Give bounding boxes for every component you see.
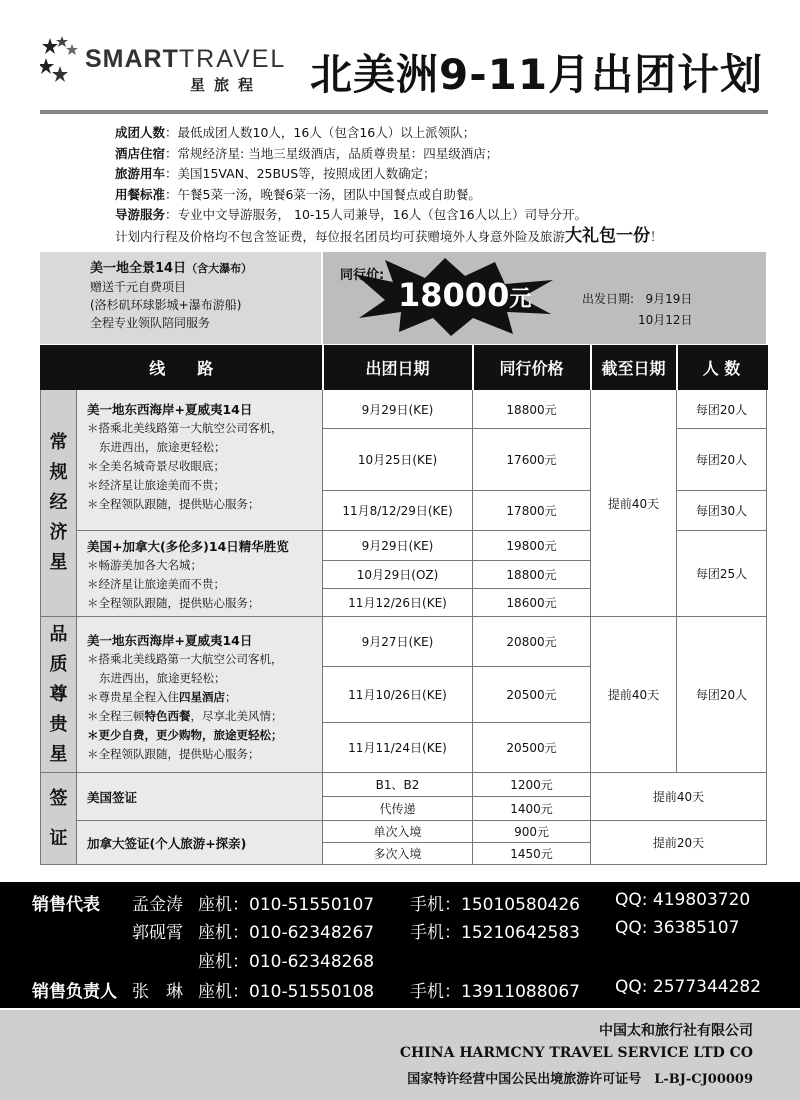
route-cell (77, 390, 323, 531)
pax-cell: 每团25人 (677, 531, 767, 617)
date-cell: 11月11/24日(KE) (323, 723, 473, 773)
promo-details (40, 252, 323, 344)
contact-mobile: 手机：15010580426 (410, 895, 580, 915)
pax-cell: 每团30人 (677, 491, 767, 531)
info-line: 导游服务：专业中文导游服务， 10-15人司兼导，16人（包含16人以上）司导分开。 (115, 207, 588, 222)
promo-title: 美一地全景14日（含大瀑布） (90, 261, 253, 276)
page-title: 北美洲9-11月出团计划 (310, 50, 764, 99)
category-economy (41, 390, 77, 617)
table-row (41, 390, 767, 429)
header (0, 0, 800, 118)
category-label: 常 规 经 济 星 (49, 432, 68, 573)
visa-canada: 加拿大签证(个人旅游+探亲) (77, 821, 323, 865)
visa-us: 美国签证 (77, 773, 323, 821)
schedule-table (40, 345, 766, 865)
deadline-cell: 提前40天 (591, 617, 677, 773)
category-label: 证 (49, 827, 68, 849)
route-feature: ＊经济星让旅途美而不贵； (87, 478, 225, 492)
visa-type-cell: 多次入境 (323, 843, 473, 865)
visa-type-cell: 单次入境 (323, 821, 473, 843)
route-feature: ＊尊贵星全程入住四星酒店； (87, 690, 237, 704)
price-cell: 18800元 (473, 390, 591, 429)
deadline-cell: 提前20天 (591, 821, 767, 865)
price-cell: 19800元 (473, 531, 591, 561)
contact-qq: QQ: 36385107 (615, 918, 740, 938)
promo-price-label: 同行价: (340, 268, 385, 283)
contact-phone: 座机：010-51550107 (198, 895, 375, 915)
route-title: 美一地东西海岸+夏威夷14日 (87, 633, 253, 648)
contact-mobile: 手机：15210642583 (410, 923, 580, 943)
route-title: 美国+加拿大(多伦多)14日精华胜览 (87, 539, 289, 554)
category-visa (41, 773, 77, 865)
deadline-cell: 提前40天 (591, 390, 677, 617)
table-row (41, 773, 767, 797)
price-cell: 900元 (473, 821, 591, 843)
route-feature: 东进西出，旅途更轻松； (99, 440, 226, 454)
info-line: 成团人数：最低成团人数10人，16人（包含16人）以上派领队； (115, 125, 476, 140)
promo-departure: 出发日期: 9月19日 (582, 292, 693, 306)
date-cell: 10月25日(KE) (323, 429, 473, 491)
deadline-cell: 提前40天 (591, 773, 767, 821)
sales-contacts (0, 882, 800, 1008)
category-label: 签 (49, 787, 68, 809)
route-feature: ＊畅游美加各大名城； (87, 558, 202, 572)
col-price: 同行价格 (473, 346, 591, 390)
sales-label: 销售代表 (32, 895, 100, 915)
pax-cell: 每团20人 (677, 390, 767, 429)
date-cell: 9月27日(KE) (323, 617, 473, 667)
promo-line: (洛杉矶环球影城+瀑布游船) (90, 298, 242, 312)
contact-phone: 座机：010-51550108 (198, 982, 375, 1002)
contact-row (0, 918, 800, 946)
info-note: 计划内行程及价格均不包含签证费，每位报名团员均可获赠境外人身意外险及旅游大礼包一份！ (115, 225, 663, 246)
col-pax: 人 数 (677, 346, 767, 390)
route-feature: ＊经济星让旅途美而不贵； (87, 577, 225, 591)
price-cell: 20800元 (473, 617, 591, 667)
pax-cell: 每团20人 (677, 617, 767, 773)
promo-line: 赠送千元自费项目 (90, 280, 187, 294)
logo-text-en: SMARTTRAVEL (85, 45, 287, 73)
pax-cell: 每团20人 (677, 429, 767, 491)
col-route: 线 路 (41, 346, 323, 390)
price-cell: 1450元 (473, 843, 591, 865)
contact-name: 郭砚霄 (132, 923, 183, 943)
contact-mobile: 手机：13911088067 (410, 982, 580, 1002)
date-cell: 11月8/12/29日(KE) (323, 491, 473, 531)
table-row (41, 821, 767, 843)
visa-type-cell: B1、B2 (323, 773, 473, 797)
price-cell: 20500元 (473, 667, 591, 723)
table-header (41, 346, 767, 390)
price-cell: 1200元 (473, 773, 591, 797)
route-feature: ＊全程领队跟随，提供贴心服务； (87, 596, 260, 610)
category-premium (41, 617, 77, 773)
table-row (41, 617, 767, 667)
price-cell: 20500元 (473, 723, 591, 773)
info-block (115, 123, 795, 247)
contact-qq: QQ: 419803720 (615, 890, 751, 910)
star-logo-icon (40, 36, 90, 86)
info-line: 用餐标准：午餐5菜一汤，晚餐6菜一汤，团队中国餐点或自助餐。 (115, 186, 481, 202)
col-deadline: 截至日期 (591, 346, 677, 390)
promo-line: 全程专业领队陪同服务 (90, 316, 211, 330)
route-feature: ＊搭乘北美线路第一大航空公司客机， (87, 652, 283, 666)
promo-departure-2: 10月12日 (638, 313, 693, 327)
contact-name: 张 琳 (132, 982, 183, 1002)
info-line: 旅游用车：美国15VAN、25BUS等，按照成团人数确定； (115, 166, 436, 181)
sales-label: 销售负责人 (32, 982, 117, 1002)
date-cell: 9月29日(KE) (323, 531, 473, 561)
date-cell: 11月12/26日(KE) (323, 589, 473, 617)
route-feature: ＊全程领队跟随，提供贴心服务； (87, 747, 260, 761)
category-label: 品 质 尊 贵 星 (49, 623, 68, 765)
price-cell: 18800元 (473, 561, 591, 589)
route-feature: ＊全美名城奇景尽收眼底； (87, 459, 225, 473)
price-cell: 17600元 (473, 429, 591, 491)
info-line: 酒店住宿：常规经济星: 当地三星级酒店，品质尊贵星：四星级酒店； (115, 145, 499, 161)
contact-row (0, 890, 800, 918)
contact-name: 孟金涛 (132, 895, 183, 915)
license-number: 国家特许经营中国公民出境旅游许可证号 L-BJ-CJ00009 (407, 1072, 753, 1087)
contact-row (0, 947, 800, 975)
route-cell (77, 531, 323, 617)
company-name-en: CHINA HARMCNY TRAVEL SERVICE LTD CO (399, 1045, 753, 1061)
date-cell: 9月29日(KE) (323, 390, 473, 429)
route-feature: ＊全程领队跟随，提供贴心服务； (87, 497, 260, 511)
date-cell: 11月10/26日(KE) (323, 667, 473, 723)
company-footer (0, 1010, 800, 1100)
contact-phone: 座机：010-62348268 (198, 952, 375, 972)
route-feature: ＊全程三顿特色西餐，尽享北美风情； (87, 709, 283, 723)
logo-text-cn: 星旅程 (190, 76, 263, 94)
route-feature: ＊搭乘北美线路第一大航空公司客机， (87, 421, 283, 435)
header-divider (40, 110, 768, 114)
price-cell: 1400元 (473, 797, 591, 821)
contact-phone: 座机：010-62348267 (198, 923, 375, 943)
contact-qq: QQ: 2577344282 (615, 977, 762, 997)
contact-row (0, 977, 800, 1005)
route-title: 美一地东西海岸+夏威夷14日 (87, 402, 253, 417)
date-cell: 10月29日(OZ) (323, 561, 473, 589)
route-feature: ＊更少自费，更少购物，旅途更轻松； (87, 728, 283, 742)
route-feature: 东进西出，旅途更轻松； (99, 671, 226, 685)
price-cell: 17800元 (473, 491, 591, 531)
promo-price: 18000元 (398, 276, 532, 314)
col-date: 出团日期 (323, 346, 473, 390)
visa-type-cell: 代传递 (323, 797, 473, 821)
price-cell: 18600元 (473, 589, 591, 617)
route-cell (77, 617, 323, 773)
company-name-cn: 中国太和旅行社有限公司 (599, 1023, 753, 1039)
